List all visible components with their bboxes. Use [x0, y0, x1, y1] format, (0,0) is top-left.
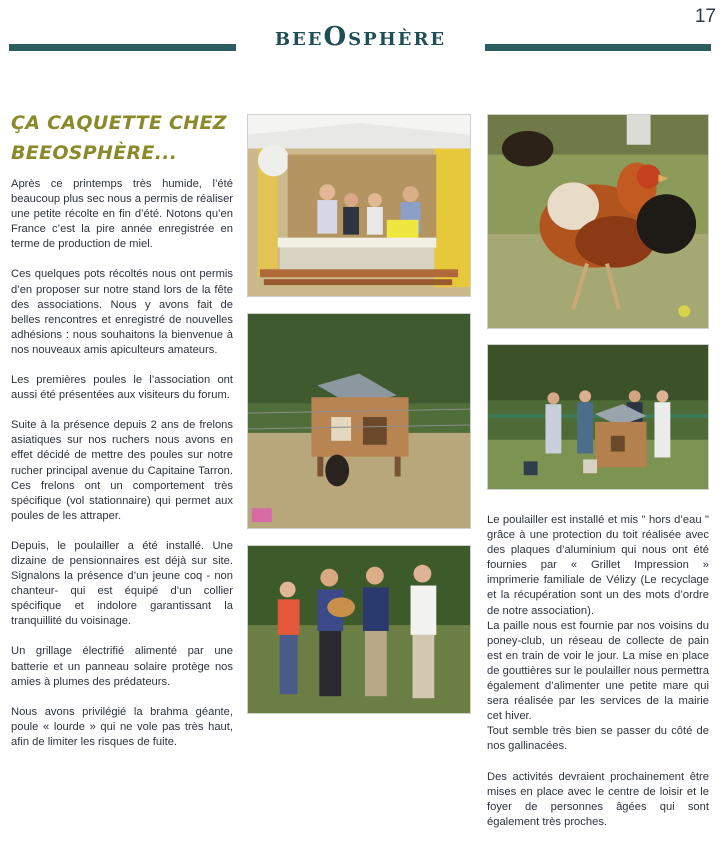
henhouse-photo — [247, 313, 471, 529]
rooster-photo — [487, 114, 709, 329]
paragraph: Ces quelques pots récoltés nous ont permis d’en proposer sur notre stand lors de la fête des associations. Nous y avons fait de belles rencontres et enregistré de nouvelles adhésions : nous souhaitons la bienvenue à nos nouveaux amis apiculteurs amateurs. — [11, 268, 233, 356]
paragraph: Depuis, le poulailler a été installé. Une dizaine de pensionnaires est déjà sur site. Signalons la présence d’un jeune coq - non chanteur- qui est équipé d’un collier spécifique et indolore garantissant la tranquillité du voisinage. — [11, 539, 233, 628]
paragraph: Suite à la présence depuis 2 ans de frelons asiatiques sur nos ruchers nous avons en effet décidé de mettre des poules sur notre rucher principal avenue du Capitaine Tarron. Ces frelons ont un comportement très spécifique (vol stationnaire) qui permet aux poules de les attraper. — [11, 419, 233, 522]
paragraph: La paille nous est fournie par nos voisins du poney-club, un réseau de collecte de pain est en train de voir le jour. La mise en place de gouttières sur le poulailler nous permettra également d’alimenter une petite mare qui sera réalisée par les services de la mairie cet hiver. — [487, 619, 709, 723]
association-stand-photo — [247, 114, 471, 297]
header-rule-right — [485, 44, 711, 51]
paragraph: Les premières poules le l’association ont aussi été présentées aux visiteurs du forum. — [11, 374, 233, 402]
paragraph: Le poulailler est installé et mis " hors d’eau " grâce à une protection du toit réalisée avec des plaques d’aluminium qui nous ont été fournies par « Grillet Impression » imprimerie familiale de Vélizy (Le recyclage et la récupération sont un des mots d’ordre de notre association). — [487, 514, 709, 617]
group-with-hen-photo — [247, 545, 471, 714]
header-rule-left — [9, 44, 236, 51]
paragraph: Tout semble très bien se passer du côté de nos gallinacées. — [487, 725, 709, 753]
paragraph: Un grillage électrifié alimenté par une batterie et un panneau solaire protège nos amies à plumes des prédateurs. — [11, 645, 233, 688]
paragraph: Des activités devraient prochainement être mises en place avec le centre de loisir et le foyer de personnes âgées qui sont également très proches. — [487, 770, 709, 828]
paragraph: Nous avons privilégié la brahma géante, poule « lourde » qui ne vole pas très haut, afin de limiter les risques de fuite. — [11, 705, 233, 748]
paragraph: Après ce printemps très humide, l’été beaucoup plus sec nous a permis de réaliser une petite récolte en fin d’été. Notons qu’en France c’est la pire année enregistrée en terme de production de miel. — [11, 178, 234, 251]
article-right-column — [487, 513, 709, 830]
masthead: beeOsphère — [274, 22, 447, 52]
article-left-column — [11, 177, 233, 765]
article-title: ÇA CAQUETTE CHEZ BEEOSPHÈRE... — [11, 112, 227, 164]
page-number: 17 — [694, 6, 716, 27]
henhouse-group-photo — [487, 344, 709, 490]
